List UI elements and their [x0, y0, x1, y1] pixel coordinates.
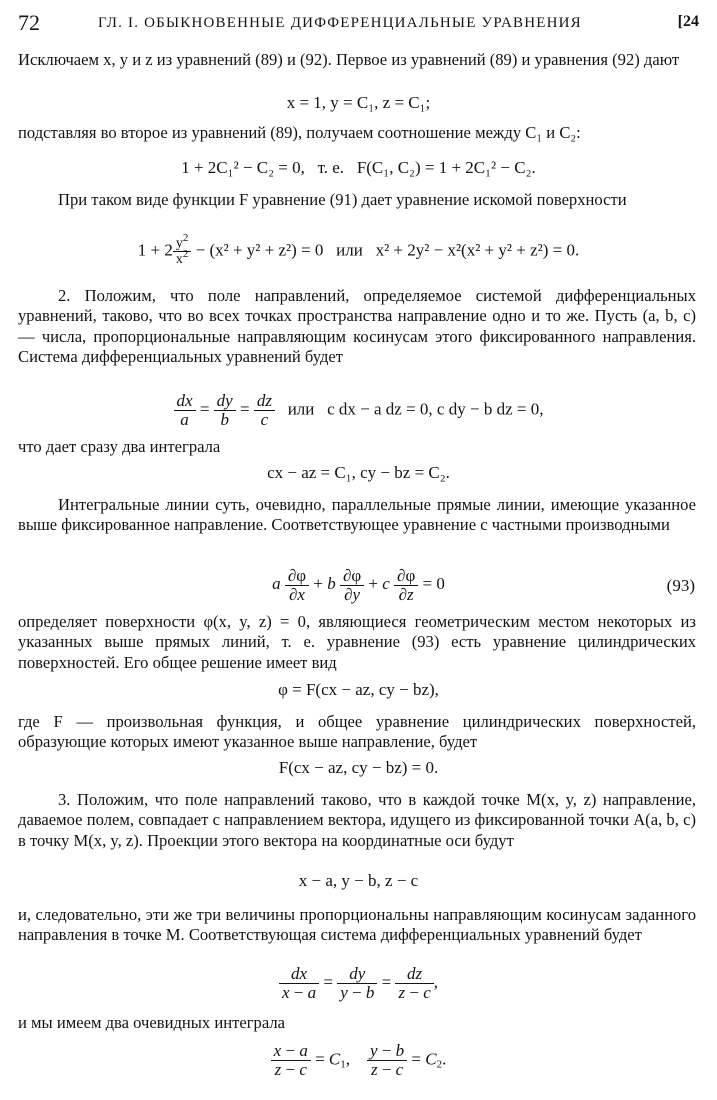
- fraction-yb-zc: $\frac{y - b}{z - c}$: [367, 1042, 407, 1079]
- equation-8: F(cx − az, cy − bz) = 0.: [278, 758, 439, 777]
- equation-2-te: т. е.: [317, 158, 345, 177]
- equation-3-ili: или: [336, 240, 363, 260]
- paragraph-8: где F — произвольная функция, и общее уравнение цилиндрических поверхностей, образующие которых имеют указанное выше направление, будет: [18, 712, 696, 752]
- equation-2: [0, 157, 717, 179]
- paragraph-5: что дает сразу два интеграла: [18, 437, 221, 456]
- equation-9: x − a, y − b, z − c: [298, 871, 419, 890]
- equation-3-right: x² + 2y² − x²(x² + y² + z²) = 0.: [375, 240, 580, 260]
- equation-10: $\frac{dx}{x - a}$ = $\frac{dy}{y - b}$ = $\frac{dz}{z - c}$ ,: [0, 965, 717, 1002]
- equation-2-left: 1 + 2C₁² − C₂ = 0,: [181, 158, 305, 177]
- fraction-xa-zc: $\frac{x - a}{z - c}$: [271, 1042, 311, 1079]
- equation-5: cx − az = C₁, cy − bz = C₂.: [267, 463, 450, 482]
- equation-number-93: (93): [666, 576, 695, 595]
- running-title: ГЛ. I. ОБЫКНОВЕННЫЕ ДИФФЕРЕНЦИАЛЬНЫЕ УРАВНЕНИЯ: [98, 15, 582, 31]
- paragraph-11: и мы имеем два очевидных интеграла: [18, 1013, 286, 1032]
- equation-3-prefix: 1 + 2: [137, 240, 173, 260]
- paragraph-3: При таком виде функции F уравнение (91) дает уравнение искомой поверхности: [58, 190, 627, 209]
- fraction-dy-b: $\frac{dy}{b}$: [214, 392, 236, 429]
- equation-2-right: F(C₁, C₂) = 1 + 2C₁² − C₂.: [356, 158, 536, 177]
- paragraph-6: Интегральные линии суть, очевидно, параллельные прямые линии, имеющие указанное выше фиксированное направление. Соответствующее уравнение с частными производными: [18, 495, 696, 535]
- equation-1: x = 1, y = C₁, z = C₁;: [286, 93, 431, 112]
- equation-4: $\frac{dx}{a}$ = $\frac{dy}{b}$ = $\frac{dz}{c}$ или c dx − a dz = 0, c dy − b dz = 0,: [0, 392, 717, 429]
- section-number: [24: [677, 13, 699, 30]
- equation-6-body: a $\frac{\partial\varphi}{\partial x}$ + b $\frac{\partial\varphi}{\partial y}$ + c $\frac{\partial\varphi}{\partial z}$ = 0: [272, 566, 445, 604]
- paragraph-1: Исключаем x, y и z из уравнений (89) и (92). Первое из уравнений (89) и уравнения (92) дают: [18, 50, 680, 69]
- equation-3: [0, 232, 717, 267]
- paragraph-2: подставляя во второе из уравнений (89), получаем соотношение между C₁ и C₂:: [18, 123, 581, 142]
- page-header: [18, 10, 699, 38]
- paragraph-7: определяет поверхности φ(x, y, z) = 0, являющиеся геометрическим местом некоторых из указанных выше прямых линий, т. е. уравнение (93) есть уравнение цилиндрических поверхностей. Его общее решение имеет вид: [18, 612, 696, 672]
- paragraph-4: 2. Положим, что поле направлений, определяемое системой дифференциальных уравнений, таково, что во всех точках пространства направление одно и то же. Пусть (a, b, c) — числа, пропорциональные направляющим косинусам этого фиксированного направления. Система дифференциальных уравнений будет: [18, 286, 696, 366]
- equation-4-ili: или: [287, 399, 315, 419]
- fraction-y2-x2: $\frac{y^2}{x^2}$: [173, 236, 192, 267]
- equation-7: φ = F(cx − az, cy − bz),: [278, 680, 439, 699]
- equation-11: $\frac{x - a}{z - c}$ = $C_1$, $\frac{y - b}{z - c}$ = $C_2$.: [0, 1042, 717, 1079]
- fraction-dy-yb: $\frac{dy}{y - b}$: [337, 965, 377, 1002]
- equation-4-right: c dx − a dz = 0, c dy − b dz = 0,: [327, 399, 544, 419]
- paragraph-10: и, следовательно, эти же три величины пропорциональны направляющим косинусам заданного направления в точке M. Соответствующая система дифференциальных уравнений будет: [18, 905, 696, 945]
- fraction-dx-xa: $\frac{dx}{x - a}$: [279, 965, 319, 1002]
- fraction-dx-a: $\frac{dx}{a}$: [174, 392, 196, 429]
- paragraph-9: 3. Положим, что поле направлений таково, что в каждой точке M(x, y, z) направление, даваемое полем, совпадает с направлением вектора, идущего из фиксированной точки A(a, b, c) в точку M(x, y, z). Проекции этого вектора на координатные оси будут: [18, 790, 696, 850]
- equation-6: [0, 567, 717, 604]
- page-number: 72: [18, 10, 40, 35]
- fraction-dz-c: $\frac{dz}{c}$: [254, 392, 275, 429]
- equation-3-left: − (x² + y² + z²) = 0: [195, 240, 324, 260]
- fraction-dz-zc: $\frac{dz}{z - c}$: [395, 965, 433, 1002]
